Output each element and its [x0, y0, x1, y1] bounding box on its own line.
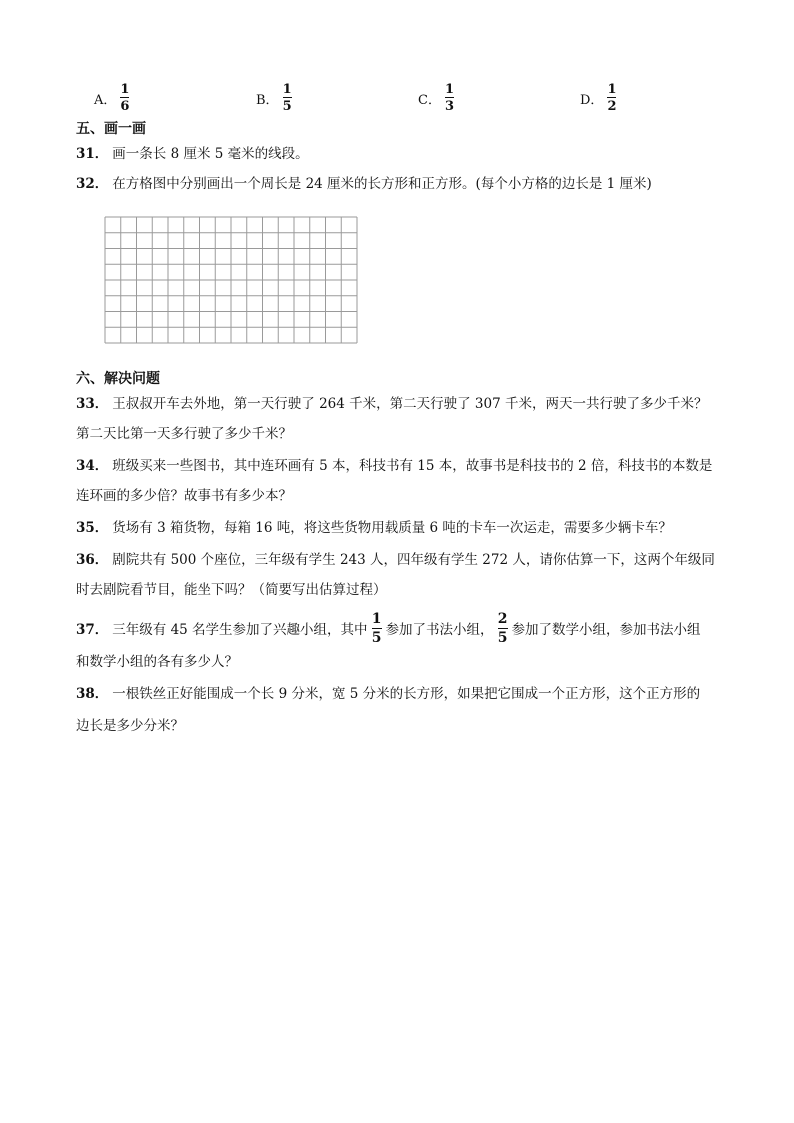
question-text: 剧院共有 500 个座位，三年级有学生 243 人，四年级有学生 272 人，请你估算一下，这两个年级同 [112, 552, 715, 568]
fraction-bar [498, 628, 508, 629]
question-text: 货场有 3 箱货物，每箱 16 吨，将这些货物用载质量 6 吨的卡车一次运走，需要多少辆卡车？ [112, 520, 672, 536]
question-number: 33． [76, 396, 109, 412]
denominator: 5 [282, 99, 292, 114]
choice-letter: C． [418, 92, 441, 108]
question-text: 在方格图中分别画出一个周长是 24 厘米的长方形和正方形。(每个小方格的边长是 1 厘米) [112, 176, 652, 192]
question-text: 一根铁丝正好能围成一个长 9 分米，宽 5 分米的长方形，如果把它围成一个正方形，这个正方形的 [112, 686, 701, 702]
fraction [120, 83, 129, 113]
fraction-bar [120, 97, 129, 98]
question-38 [76, 684, 746, 704]
question-34 [76, 456, 746, 476]
question-text: 班级买来一些图书，其中连环画有 5 本，科技书有 15 本，故事书是科技书的 2 倍，科技书的本数是 [112, 458, 713, 474]
question-33-line2: 第二天比第一天多行驶了多少千米？ [76, 426, 292, 442]
fraction [607, 83, 616, 113]
fraction-two-fifths [498, 612, 508, 645]
question-36-line2: 时去剧院看节目，能坐下吗？（简要写出估算过程） [76, 582, 387, 598]
denominator: 2 [607, 99, 617, 114]
question-text: 王叔叔开车去外地，第一天行驶了 264 千米，第二天行驶了 307 千米，两天一共行驶了多少千米？ [112, 396, 708, 412]
numerator: 1 [444, 82, 454, 97]
denominator: 5 [497, 630, 508, 646]
question-37 [76, 611, 746, 647]
fraction-bar [607, 97, 616, 98]
numerator: 2 [497, 611, 508, 627]
question-34-line2: 连环画的多少倍？故事书有多少本？ [76, 488, 292, 504]
question-number: 37． [76, 622, 109, 638]
fraction-bar [445, 97, 454, 98]
numerator: 1 [120, 82, 130, 97]
question-32 [76, 174, 746, 194]
question-text-part1: 三年级有 45 名学生参加了兴趣小组，其中 [112, 622, 368, 638]
question-36 [76, 550, 746, 570]
question-33 [76, 394, 746, 414]
question-37-line2: 和数学小组的各有多少人？ [76, 654, 238, 670]
numerator: 1 [607, 82, 617, 97]
question-text: 画一条长 8 厘米 5 毫米的线段。 [112, 146, 309, 162]
fraction-bar [372, 628, 382, 629]
section-title-draw: 五、画一画 [76, 121, 146, 137]
question-text-part2: 参加了书法小组， [385, 622, 494, 638]
choice-d [580, 80, 616, 116]
choice-a [94, 80, 129, 116]
denominator: 5 [371, 630, 382, 646]
choice-b [256, 80, 292, 116]
question-35 [76, 518, 746, 538]
denominator: 6 [120, 99, 130, 114]
question-number: 32． [76, 176, 109, 192]
choice-letter: D． [580, 92, 604, 108]
fraction-one-fifth [372, 612, 382, 645]
choice-letter: B． [256, 92, 279, 108]
numerator: 1 [282, 82, 292, 97]
fraction [445, 83, 454, 113]
choice-letter: A． [94, 92, 117, 108]
question-number: 34． [76, 458, 109, 474]
square-grid[interactable] [104, 216, 358, 346]
choice-c [418, 80, 454, 116]
question-number: 38． [76, 686, 109, 702]
numerator: 1 [371, 611, 382, 627]
section-title-problems: 六、解决问题 [76, 371, 160, 387]
question-38-line2: 边长是多少分米？ [76, 718, 184, 734]
question-text-part3: 参加了数学小组，参加书法小组 [511, 622, 701, 638]
denominator: 3 [444, 99, 454, 114]
question-31 [76, 144, 746, 164]
fraction-bar [283, 97, 292, 98]
question-number: 36． [76, 552, 109, 568]
question-number: 35． [76, 520, 109, 536]
fraction [283, 83, 292, 113]
question-number: 31． [76, 146, 109, 162]
answer-choices [0, 80, 794, 116]
